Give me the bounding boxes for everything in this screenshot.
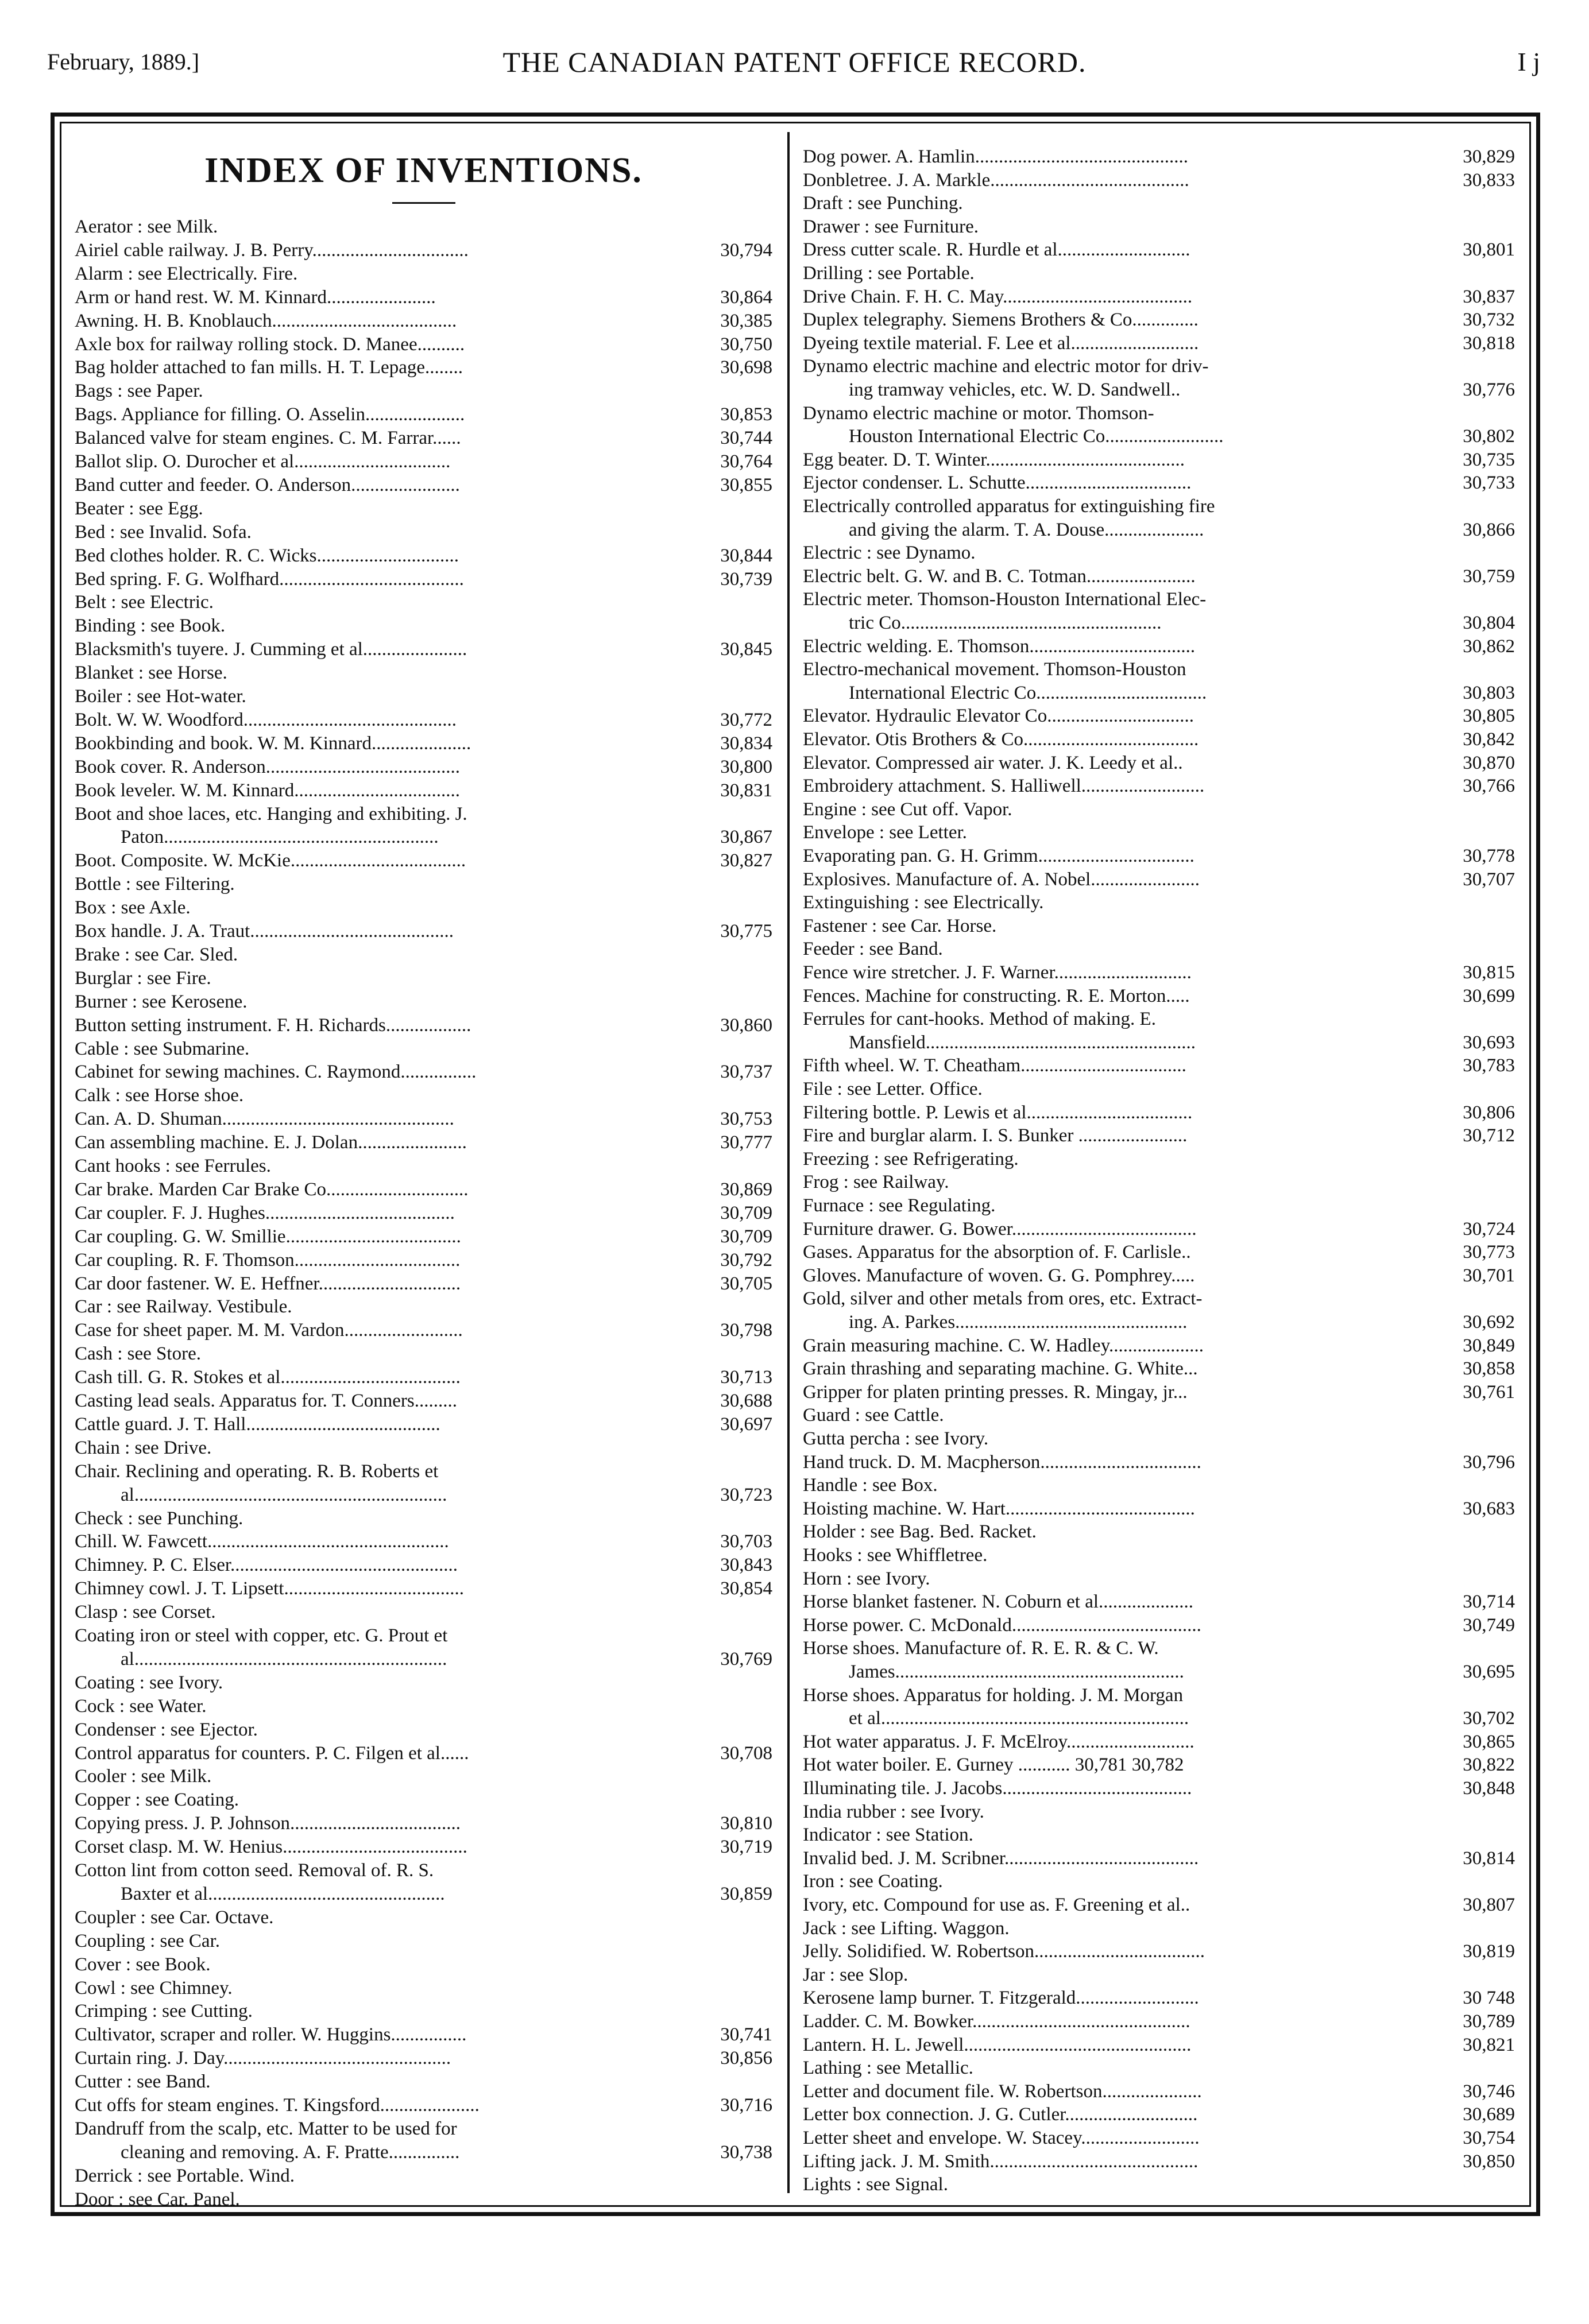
patent-number: 30,867 <box>720 827 772 848</box>
journal-title: THE CANADIAN PATENT OFFICE RECORD. <box>502 46 1087 78</box>
entry-text: et al................................................................. <box>849 1708 1189 1729</box>
patent-number: 30,683 <box>1463 1498 1515 1519</box>
patent-number: 30,855 <box>720 474 772 495</box>
patent-number: 30,739 <box>720 568 772 590</box>
entry-text: Awning. H. B. Knoblauch....................................... <box>75 310 457 331</box>
entry-text: Lights : see Signal. <box>803 2174 948 2195</box>
entry-text: Bag holder attached to fan mills. H. T. Lepage........ <box>75 357 463 378</box>
entry-text: Indicator : see Station. <box>803 1825 973 1846</box>
entry-text: Cattle guard. J. T. Hall......................................... <box>75 1413 440 1435</box>
entry-text: Duplex telegraphy. Siemens Brothers & Co.............. <box>803 309 1198 331</box>
entry-text: Grain thrashing and separating machine. G. White... <box>803 1358 1198 1380</box>
entry-text: Letter box connection. J. G. Cutler............................ <box>803 2104 1198 2125</box>
entry-text: Elevator. Hydraulic Elevator Co............................... <box>803 706 1194 727</box>
entry-text: Handle : see Box. <box>803 1475 938 1496</box>
entry-text: Coating : see Ivory. <box>75 1672 223 1693</box>
entry-text: Cutter : see Band. <box>75 2071 211 2093</box>
entry-text: Bed spring. F. G. Wolfhard....................................... <box>75 568 464 590</box>
patent-number: 30,866 <box>1463 519 1515 540</box>
entry-text: Can assembling machine. E. J. Dolan....................... <box>75 1132 467 1153</box>
patent-number: 30,802 <box>1463 426 1515 447</box>
entry-text: Airiel cable railway. J. B. Perry................................. <box>75 239 469 261</box>
patent-number: 30,772 <box>720 709 772 730</box>
entry-text: Lathing : see Metallic. <box>803 2058 973 2079</box>
entry-text: tric Co....................................................... <box>849 613 1162 633</box>
entry-text: Jelly. Solidified. W. Robertson.................................... <box>803 1941 1205 1962</box>
patent-number: 30,759 <box>1463 565 1515 587</box>
entry-text: Boot and shoe laces, etc. Hanging and exhibiting. J. <box>75 803 467 824</box>
patent-number: 30,856 <box>720 2048 772 2069</box>
entry-text: Cash : see Store. <box>75 1343 201 1365</box>
entry-text: Horse blanket fastener. N. Coburn et al.................... <box>803 1591 1194 1613</box>
entry-text: Ferrules for cant-hooks. Method of making. E. <box>803 1009 1156 1030</box>
entry-text: Boiler : see Hot-water. <box>75 686 246 707</box>
entry-text: Cultivator, scraper and roller. W. Huggins................ <box>75 2024 467 2046</box>
entry-text: Curtain ring. J. Day................................................ <box>75 2048 451 2069</box>
patent-number: 30,723 <box>720 1484 772 1505</box>
patent-number: 30,697 <box>720 1413 772 1435</box>
entry-text: Bookbinding and book. W. M. Kinnard..................... <box>75 733 471 754</box>
entry-text: Envelope : see Letter. <box>803 822 967 843</box>
patent-number: 30,778 <box>1463 846 1515 866</box>
patent-number: 30,806 <box>1463 1102 1515 1123</box>
entry-text: Furniture drawer. G. Bower....................................... <box>803 1218 1197 1240</box>
patent-number: 30,724 <box>1463 1218 1515 1240</box>
patent-number: 30,859 <box>720 1883 772 1904</box>
patent-number: 30,708 <box>720 1742 772 1764</box>
entry-text: Bottle : see Filtering. <box>75 874 235 895</box>
entry-text: India rubber : see Ivory. <box>803 1801 984 1822</box>
entry-text: Explosives. Manufacture of. A. Nobel....................... <box>803 869 1200 890</box>
entry-text: Grain measuring machine. C. W. Hadley.................... <box>803 1335 1204 1356</box>
entry-text: ing tramway vehicles, etc. W. D. Sandwell.. <box>849 379 1181 400</box>
patent-number: 30,801 <box>1463 239 1515 261</box>
entry-text: Gutta percha : see Ivory. <box>803 1428 989 1449</box>
entry-text: Car coupling. R. F. Thomson................................... <box>75 1249 461 1271</box>
entry-text: Car coupling. G. W. Smillie..................................... <box>75 1226 461 1247</box>
page-number: I j <box>1517 47 1540 76</box>
patent-number: 30,810 <box>720 1813 772 1834</box>
entry-text: Invalid bed. J. M. Scribner......................................... <box>803 1847 1199 1869</box>
entry-text: cleaning and removing. A. F. Pratte............... <box>121 2141 460 2163</box>
entry-text: Electric : see Dynamo. <box>803 543 976 564</box>
patent-number: 30,789 <box>1463 2011 1515 2032</box>
patent-number: 30,858 <box>1463 1358 1515 1380</box>
page-date: February, 1889.] <box>47 49 200 75</box>
patent-number: 30,850 <box>1463 2151 1515 2172</box>
patent-number: 30,766 <box>1463 776 1515 797</box>
patent-number: 30,800 <box>720 756 772 777</box>
patent-number: 30,713 <box>720 1367 772 1388</box>
entry-text: File : see Letter. Office. <box>803 1079 983 1099</box>
entry-text: Fence wire stretcher. J. F. Warner............................. <box>803 962 1192 983</box>
entry-text: Ivory, etc. Compound for use as. F. Greening et al.. <box>803 1895 1190 1915</box>
patent-number: 30,870 <box>1463 752 1515 773</box>
entry-text: Elevator. Otis Brothers & Co..................................... <box>803 729 1199 750</box>
entry-text: Axle box for railway rolling stock. D. Manee.......... <box>75 334 465 355</box>
entry-text: Embroidery attachment. S. Halliwell.......................... <box>803 776 1205 797</box>
patent-number: 30,709 <box>720 1226 772 1247</box>
entry-text: Dress cutter scale. R. Hurdle et al............................ <box>803 239 1190 261</box>
entry-text: Donbletree. J. A. Markle.......................................... <box>803 169 1189 191</box>
patent-number: 30,794 <box>720 239 772 261</box>
patent-number: 30,843 <box>720 1555 772 1576</box>
entry-text: Electro-mechanical movement. Thomson-Houston <box>803 659 1186 680</box>
column-divider <box>787 132 790 2193</box>
entry-text: Cant hooks : see Ferrules. <box>75 1156 271 1176</box>
entry-text: Chain : see Drive. <box>75 1437 212 1458</box>
entry-text: Extinguishing : see Electrically. <box>803 892 1044 913</box>
entry-text: Car brake. Marden Car Brake Co.............................. <box>75 1179 469 1200</box>
entry-text: Elevator. Compressed air water. J. K. Leedy et al.. <box>803 752 1183 773</box>
entry-text: Condenser : see Ejector. <box>75 1719 258 1740</box>
entry-text: Bed : see Invalid. Sofa. <box>75 521 252 543</box>
entry-text: Boot. Composite. W. McKie..................................... <box>75 850 466 872</box>
entry-text: Balanced valve for steam engines. C. M. Farrar...... <box>75 428 461 449</box>
patent-number: 30,842 <box>1463 729 1515 750</box>
entry-text: Blanket : see Horse. <box>75 663 227 684</box>
entry-text: Button setting instrument. F. H. Richards.................. <box>75 1014 471 1036</box>
entry-text: Hoisting machine. W. Hart........................................ <box>803 1498 1195 1519</box>
entry-text: Horse shoes. Manufacture of. R. E. R. & C. W. <box>803 1638 1159 1659</box>
entry-text: Gases. Apparatus for the absorption of. F. Carlisle.. <box>803 1242 1191 1263</box>
entry-text: Brake : see Car. Sled. <box>75 944 238 965</box>
entry-text: Bed clothes holder. R. C. Wicks.............................. <box>75 545 459 566</box>
patent-number: 30,712 <box>1463 1125 1515 1146</box>
patent-number: 30,864 <box>720 286 772 308</box>
entry-text: Binding : see Book. <box>75 615 226 637</box>
patent-number: 30 748 <box>1463 1988 1515 2009</box>
entry-text: Letter sheet and envelope. W. Stacey......................... <box>803 2128 1200 2148</box>
patent-number: 30,764 <box>720 451 772 472</box>
entry-text: Cut offs for steam engines. T. Kingsford..................... <box>75 2095 480 2116</box>
patent-number: 30,815 <box>1463 962 1515 983</box>
patent-number: 30,776 <box>1463 379 1515 400</box>
entry-text: Electrically controlled apparatus for extinguishing fire <box>803 496 1215 517</box>
patent-number: 30,792 <box>720 1249 772 1271</box>
patent-number: 30,814 <box>1463 1847 1515 1869</box>
entry-text: Hot water boiler. E. Gurney ........... 30,781 30,782 <box>803 1754 1184 1776</box>
entry-text: Aerator : see Milk. <box>75 216 218 237</box>
entry-text: Band cutter and feeder. O. Anderson....................... <box>75 474 460 495</box>
entry-text: Case for sheet paper. M. M. Vardon......................... <box>75 1320 463 1341</box>
patent-number: 30,829 <box>1463 146 1515 167</box>
entry-text: Holder : see Bag. Bed. Racket. <box>803 1521 1037 1543</box>
entry-text: Draft : see Punching. <box>803 193 963 214</box>
entry-text: Cash till. G. R. Stokes et al...................................... <box>75 1367 461 1388</box>
entry-text: Box : see Axle. <box>75 897 191 919</box>
entry-text: Egg beater. D. T. Winter.......................................... <box>803 449 1185 470</box>
entry-text: Jack : see Lifting. Waggon. <box>803 1918 1010 1939</box>
entry-text: Cable : see Submarine. <box>75 1038 250 1059</box>
entry-text: Gloves. Manufacture of woven. G. G. Pomphrey..... <box>803 1265 1195 1286</box>
entry-text: Kerosene lamp burner. T. Fitzgerald.......................... <box>803 1988 1199 2009</box>
entry-text: Cooler : see Milk. <box>75 1766 212 1787</box>
entry-text: Book leveler. W. M. Kinnard................................... <box>75 780 460 801</box>
patent-number: 30,698 <box>720 357 772 378</box>
entry-text: Ballot slip. O. Durocher et al................................. <box>75 451 451 472</box>
entry-text: Cover : see Book. <box>75 1954 211 1975</box>
entry-text: Houston International Electric Co......................... <box>849 426 1224 447</box>
entry-text: Can. A. D. Shuman................................................. <box>75 1109 454 1130</box>
entry-text: Ladder. C. M. Bowker.............................................. <box>803 2011 1190 2032</box>
entry-text: Iron : see Coating. <box>803 1871 943 1892</box>
entry-text: al.................................................................. <box>121 1484 447 1505</box>
entry-text: Chimney. P. C. Elser................................................ <box>75 1555 458 1576</box>
patent-number: 30,702 <box>1463 1708 1515 1729</box>
patent-number: 30,819 <box>1463 1941 1515 1962</box>
entry-text: Copper : see Coating. <box>75 1790 239 1811</box>
entry-text: Hooks : see Whiffletree. <box>803 1545 988 1566</box>
patent-number: 30,385 <box>720 310 772 331</box>
entry-text: Horse shoes. Apparatus for holding. J. M. Morgan <box>803 1684 1184 1706</box>
entry-text: al.................................................................. <box>121 1648 447 1670</box>
patent-number: 30,707 <box>1463 869 1515 890</box>
entry-text: James............................................................. <box>849 1661 1184 1682</box>
patent-number: 30,737 <box>720 1062 772 1083</box>
entry-text: Letter and document file. W. Robertson..................... <box>803 2081 1202 2102</box>
patent-number: 30,701 <box>1463 1265 1515 1286</box>
entry-text: Electric welding. E. Thomson................................... <box>803 636 1196 657</box>
entry-text: Derrick : see Portable. Wind. <box>75 2165 295 2186</box>
patent-number: 30,775 <box>720 921 772 942</box>
entry-text: Evaporating pan. G. H. Grimm................................. <box>803 846 1194 866</box>
entry-text: Dog power. A. Hamlin............................................. <box>803 146 1188 167</box>
entry-text: Paton.......................................................... <box>121 827 439 848</box>
patent-number: 30,865 <box>1463 1731 1515 1752</box>
entry-text: Filtering bottle. P. Lewis et al................................... <box>803 1102 1193 1123</box>
entry-text: Beater : see Egg. <box>75 498 203 519</box>
patent-number: 30,844 <box>720 545 772 566</box>
entry-text: International Electric Co.................................... <box>849 682 1207 703</box>
entry-text: Hot water apparatus. J. F. McElroy........................... <box>803 1731 1194 1752</box>
patent-number: 30,831 <box>720 780 772 801</box>
patent-number: 30,709 <box>720 1202 772 1223</box>
entry-text: Frog : see Railway. <box>803 1172 949 1193</box>
patent-number: 30,732 <box>1463 309 1515 331</box>
patent-number: 30,753 <box>720 1109 772 1130</box>
patent-number: 30,738 <box>720 2141 772 2163</box>
patent-number: 30,773 <box>1463 1242 1515 1263</box>
patent-number: 30,699 <box>1463 985 1515 1006</box>
patent-number: 30,796 <box>1463 1451 1515 1473</box>
entry-text: Drawer : see Furniture. <box>803 216 979 237</box>
entry-text: Freezing : see Refrigerating. <box>803 1148 1019 1169</box>
entry-text: Chair. Reclining and operating. R. B. Roberts et <box>75 1461 439 1482</box>
entry-text: ing. A. Parkes................................................. <box>849 1312 1188 1333</box>
entry-text: Book cover. R. Anderson......................................... <box>75 756 460 777</box>
entry-text: Arm or hand rest. W. M. Kinnard....................... <box>75 286 436 308</box>
entry-text: Chimney cowl. J. T. Lipsett...................................... <box>75 1578 464 1599</box>
entry-text: Door : see Car. Panel. <box>75 2189 240 2210</box>
patent-number: 30,845 <box>720 639 772 660</box>
entry-text: Alarm : see Electrically. Fire. <box>75 263 298 284</box>
entry-text: Feeder : see Band. <box>803 939 943 960</box>
patent-number: 30,744 <box>720 428 772 449</box>
entry-text: Gold, silver and other metals from ores, etc. Extract- <box>803 1288 1203 1310</box>
entry-text: Cabinet for sewing machines. C. Raymond................ <box>75 1062 477 1083</box>
index-title: INDEX OF INVENTIONS. <box>204 151 643 190</box>
entry-text: Box handle. J. A. Traut........................................... <box>75 921 454 942</box>
entry-text: Cotton lint from cotton seed. Removal of. R. S. <box>75 1860 434 1881</box>
entry-text: Dandruff from the scalp, etc. Matter to be used for <box>75 2118 457 2139</box>
entry-text: Mansfield......................................................... <box>849 1032 1196 1053</box>
entry-text: Chill. W. Fawcett................................................... <box>75 1531 449 1552</box>
patent-number: 30,692 <box>1463 1312 1515 1333</box>
entry-text: Dyeing textile material. F. Lee et al........................... <box>803 332 1199 354</box>
entry-text: Baxter et al.................................................. <box>121 1883 445 1904</box>
patent-number: 30,754 <box>1463 2128 1515 2148</box>
patent-number: 30,688 <box>720 1390 772 1411</box>
patent-number: 30,827 <box>720 850 772 872</box>
patent-number: 30,746 <box>1463 2081 1515 2102</box>
entry-text: Drive Chain. F. H. C. May........................................ <box>803 286 1193 307</box>
entry-text: Jar : see Slop. <box>803 1964 908 1985</box>
patent-number: 30,848 <box>1463 1778 1515 1799</box>
patent-number: 30,818 <box>1463 332 1515 354</box>
patent-number: 30,807 <box>1463 1895 1515 1915</box>
entry-text: Coating iron or steel with copper, etc. G. Prout et <box>75 1625 448 1646</box>
patent-number: 30,862 <box>1463 636 1515 657</box>
entry-text: Car : see Railway. Vestibule. <box>75 1296 292 1318</box>
entry-text: Burner : see Kerosene. <box>75 991 248 1012</box>
entry-text: Car door fastener. W. E. Heffner.............................. <box>75 1273 461 1294</box>
entry-text: Calk : see Horse shoe. <box>75 1085 244 1106</box>
entry-text: Control apparatus for counters. P. C. Filgen et al...... <box>75 1742 469 1764</box>
patent-number: 30,733 <box>1463 472 1515 494</box>
entry-text: Cock : see Water. <box>75 1695 207 1717</box>
patent-number: 30,804 <box>1463 613 1515 633</box>
entry-text: and giving the alarm. T. A. Douse..................... <box>849 519 1204 540</box>
patent-number: 30,761 <box>1463 1381 1515 1403</box>
entry-text: Fire and burglar alarm. I. S. Bunker ....................... <box>803 1125 1188 1146</box>
entry-text: Check : see Punching. <box>75 1508 243 1529</box>
patent-number: 30,689 <box>1463 2104 1515 2125</box>
patent-number: 30,705 <box>720 1273 772 1294</box>
entry-text: Ejector condenser. L. Schutte................................... <box>803 472 1192 494</box>
patent-number: 30,714 <box>1463 1591 1515 1613</box>
patent-number: 30,798 <box>720 1320 772 1341</box>
patent-number: 30,703 <box>720 1531 772 1552</box>
patent-number: 30,834 <box>720 733 772 754</box>
entry-text: Dynamo electric machine or motor. Thomson- <box>803 402 1154 424</box>
entry-text: Horn : see Ivory. <box>803 1568 930 1589</box>
entry-text: Horse power. C. McDonald........................................ <box>803 1614 1201 1636</box>
patent-number: 30,735 <box>1463 449 1515 470</box>
entry-text: Furnace : see Regulating. <box>803 1195 996 1216</box>
patent-number: 30,869 <box>720 1179 772 1200</box>
entry-text: Car coupler. F. J. Hughes........................................ <box>75 1202 455 1223</box>
patent-number: 30,822 <box>1463 1754 1515 1776</box>
entry-text: Crimping : see Cutting. <box>75 2001 253 2022</box>
patent-number: 30,695 <box>1463 1661 1515 1682</box>
entry-text: Corset clasp. M. W. Henius....................................... <box>75 1837 467 1858</box>
entry-text: Engine : see Cut off. Vapor. <box>803 799 1012 820</box>
patent-number: 30,837 <box>1463 286 1515 307</box>
patent-number: 30,821 <box>1463 2034 1515 2055</box>
entry-text: Electric meter. Thomson-Houston International Elec- <box>803 589 1207 610</box>
entry-text: Lifting jack. J. M. Smith............................................ <box>803 2151 1198 2172</box>
entry-text: Belt : see Electric. <box>75 592 214 613</box>
patent-number: 30,749 <box>1463 1614 1515 1636</box>
entry-text: Blacksmith's tuyere. J. Cumming et al...................... <box>75 639 467 660</box>
patent-number: 30,777 <box>720 1132 772 1153</box>
patent-number: 30,783 <box>1463 1055 1515 1076</box>
entry-text: Electric belt. G. W. and B. C. Totman....................... <box>803 565 1196 587</box>
patent-number: 30,741 <box>720 2024 772 2046</box>
patent-number: 30,769 <box>720 1648 772 1670</box>
entry-text: Casting lead seals. Apparatus for. T. Conners......... <box>75 1390 458 1411</box>
patent-number: 30,849 <box>1463 1335 1515 1356</box>
entry-text: Bags : see Paper. <box>75 381 203 402</box>
entry-text: Fences. Machine for constructing. R. E. Morton..... <box>803 985 1190 1006</box>
patent-number: 30,803 <box>1463 682 1515 703</box>
patent-number: 30,854 <box>720 1578 772 1599</box>
patent-number: 30,693 <box>1463 1032 1515 1053</box>
entry-text: Bags. Appliance for filling. O. Asselin..................... <box>75 404 465 425</box>
patent-number: 30,860 <box>720 1014 772 1036</box>
entry-text: Cowl : see Chimney. <box>75 1977 233 1998</box>
entry-text: Hand truck. D. M. Macpherson.................................. <box>803 1451 1201 1473</box>
entry-text: Coupler : see Car. Octave. <box>75 1907 274 1928</box>
entry-text: Fastener : see Car. Horse. <box>803 915 997 936</box>
patent-number: 30,833 <box>1463 169 1515 191</box>
patent-number: 30,805 <box>1463 706 1515 727</box>
patent-number: 30,719 <box>720 1837 772 1858</box>
entry-text: Lantern. H. L. Jewell................................................ <box>803 2034 1192 2055</box>
entry-text: Dynamo electric machine and electric motor for driv- <box>803 356 1209 377</box>
title-rule <box>392 202 455 204</box>
entry-text: Guard : see Cattle. <box>803 1405 944 1426</box>
patent-number: 30,853 <box>720 404 772 425</box>
entry-text: Copying press. J. P. Johnson.................................... <box>75 1813 461 1834</box>
entry-text: Clasp : see Corset. <box>75 1602 216 1623</box>
entry-text: Bolt. W. W. Woodford............................................. <box>75 709 457 730</box>
entry-text: Coupling : see Car. <box>75 1930 220 1951</box>
patent-number: 30,716 <box>720 2095 772 2116</box>
entry-text: Gripper for platen printing presses. R. Mingay, jr... <box>803 1381 1188 1403</box>
entry-text: Illuminating tile. J. Jacobs........................................ <box>803 1778 1192 1799</box>
patent-number: 30,750 <box>720 334 772 355</box>
entry-text: Drilling : see Portable. <box>803 263 975 284</box>
entry-text: Burglar : see Fire. <box>75 967 211 989</box>
entry-text: Fifth wheel. W. T. Cheatham................................... <box>803 1055 1186 1076</box>
